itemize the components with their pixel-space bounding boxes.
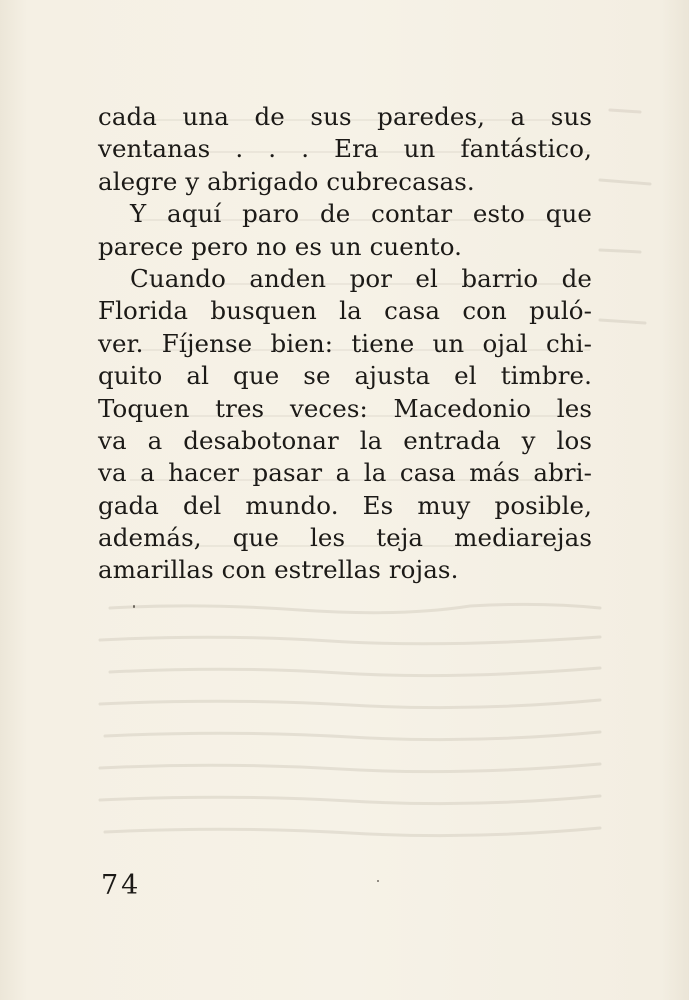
text-line-1: cada una de sus paredes, a sus xyxy=(98,102,592,131)
body-text xyxy=(98,101,592,587)
text-line-5: parece pero no es un cuento. xyxy=(98,231,462,261)
text-line-8: ver. Fíjense bien: tiene un ojal chi- xyxy=(98,328,592,358)
text-line-4: Y aquí paro de contar esto que xyxy=(130,199,592,229)
text-line-11: va a desabotonar la entrada y los xyxy=(98,425,592,455)
page-number: 74 xyxy=(101,870,142,901)
ink-speck xyxy=(133,605,135,608)
text-line-3: alegre y abrigado cubrecasas. xyxy=(98,166,475,196)
ink-speck xyxy=(377,880,379,882)
text-line-10: Toquen tres veces: Macedonio les xyxy=(98,393,592,423)
text-line-6: Cuando anden por el barrio de xyxy=(130,263,592,293)
text-line-14: además, que les teja mediarejas xyxy=(98,523,592,553)
text-line-13: gada del mundo. Es muy posible, xyxy=(98,490,592,520)
text-line-2: ventanas . . . Era un fantástico, xyxy=(98,134,592,164)
text-line-7: Florida busquen la casa con puló- xyxy=(98,296,592,326)
text-line-9: quito al que se ajusta el timbre. xyxy=(98,361,592,391)
text-line-12: va a hacer pasar a la casa más abri- xyxy=(98,458,592,488)
text-line-15: amarillas con estrellas rojas. xyxy=(98,555,459,585)
